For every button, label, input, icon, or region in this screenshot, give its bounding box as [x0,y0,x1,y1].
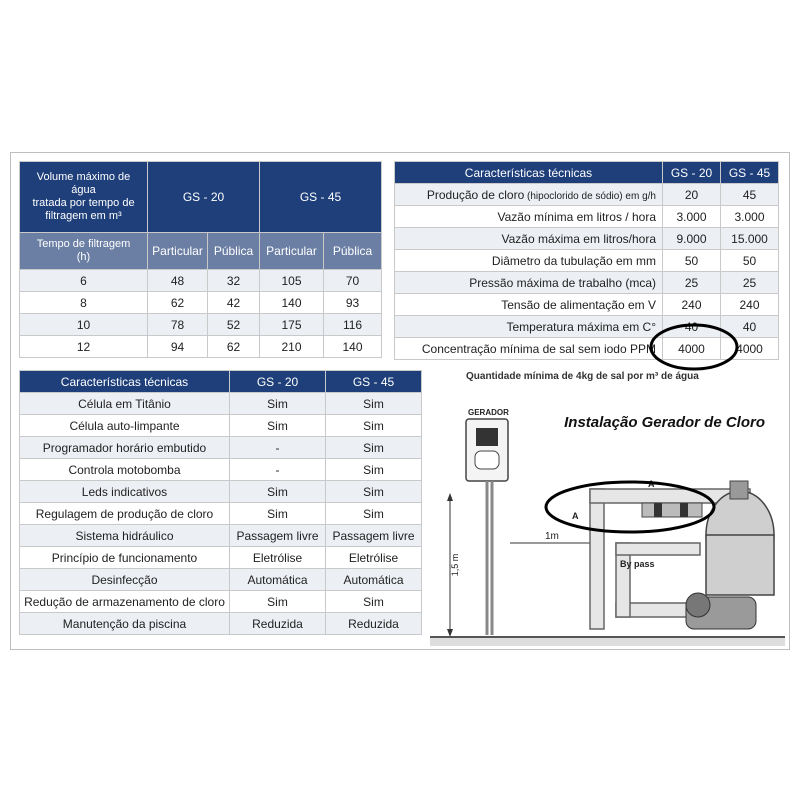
feature-label: Célula auto-limpante [20,415,230,437]
spec-value-gs45: 3.000 [721,206,779,228]
feature-value-gs20: Sim [230,393,326,415]
feature-row [20,437,422,459]
feature-value-gs45: Passagem livre [326,525,422,547]
features-table [19,370,422,635]
spec-label-detail: (hipoclorido de sódio) em g/h [524,190,656,202]
feature-row [20,459,422,481]
feature-value-gs45: Sim [326,591,422,613]
specs-title: Características técnicas [395,162,663,184]
filtration-hours-cell: 10 [20,314,148,336]
feature-row [20,569,422,591]
specs-gs20-header: GS - 20 [663,162,721,184]
feature-value-gs45: Automática [326,569,422,591]
feature-value-gs45: Sim [326,415,422,437]
feature-row [20,613,422,635]
gs20-header: GS - 20 [148,162,260,233]
feature-value-gs20: - [230,459,326,481]
filtration-volume-table [19,161,382,358]
feature-value-gs20: Reduzida [230,613,326,635]
sub-publica-gs20: Pública [208,233,260,270]
filtration-hours-cell: 8 [20,292,148,314]
feature-value-gs45: Sim [326,481,422,503]
spec-value-gs45: 50 [721,250,779,272]
spec-value-gs20: 50 [663,250,721,272]
spec-row [395,272,779,294]
spec-row [395,250,779,272]
volume-header: Volume máximo de água tratada por tempo de filtragem em m³ [20,162,148,233]
feature-value-gs45: Sim [326,437,422,459]
spec-value-gs20: 25 [663,272,721,294]
spec-label: Diâmetro da tubulação em mm [491,253,656,268]
valve-a-right: A [648,479,655,489]
spec-value-gs45: 25 [721,272,779,294]
feature-label: Célula em Titânio [20,393,230,415]
distance-dimension [510,531,598,543]
volume-cell: 62 [148,292,208,314]
spec-value-gs45: 4000 [721,338,779,360]
volume-cell: 140 [324,336,382,358]
volume-cell: 32 [208,270,260,292]
feature-value-gs45: Eletrólise [326,547,422,569]
feature-value-gs45: Reduzida [326,613,422,635]
spec-row [395,184,779,206]
spec-label: Pressão máxima de trabalho (mca) [469,275,656,290]
volume-cell: 93 [324,292,382,314]
feature-row [20,415,422,437]
height-label: 1,5 m [450,553,460,577]
features-gs45-header: GS - 45 [326,371,422,393]
sub-particular-gs45: Particular [260,233,324,270]
gs45-header: GS - 45 [260,162,382,233]
filtration-row [20,314,382,336]
feature-value-gs20: Passagem livre [230,525,326,547]
spec-value-gs20: 3.000 [663,206,721,228]
filtration-row [20,336,382,358]
annotation-circle-ppm [648,322,744,374]
chlorinator-cell [642,503,702,517]
volume-cell: 116 [324,314,382,336]
volume-cell: 52 [208,314,260,336]
feature-value-gs45: Sim [326,503,422,525]
volume-cell: 105 [260,270,324,292]
feature-value-gs20: Automática [230,569,326,591]
volume-cell: 42 [208,292,260,314]
feature-value-gs20: Sim [230,503,326,525]
feature-value-gs20: - [230,437,326,459]
feature-value-gs20: Sim [230,415,326,437]
feature-row [20,503,422,525]
feature-row [20,393,422,415]
spec-value-gs45: 240 [721,294,779,316]
feature-label: Sistema hidráulico [20,525,230,547]
spec-row [395,294,779,316]
spec-value-gs45: 45 [721,184,779,206]
feature-label: Manutenção da piscina [20,613,230,635]
volume-cell: 94 [148,336,208,358]
feature-value-gs20: Sim [230,591,326,613]
spec-label: Vazão máxima em litros/hora [501,231,656,246]
filtration-hours-cell: 12 [20,336,148,358]
features-gs20-header: GS - 20 [230,371,326,393]
volume-cell: 140 [260,292,324,314]
spec-label-cell [395,184,663,206]
filtration-row [20,292,382,314]
spec-value-gs20: 20 [663,184,721,206]
generator-unit-icon [466,419,508,635]
bypass-label: By pass [620,559,655,569]
spec-label-cell [395,206,663,228]
volume-cell: 175 [260,314,324,336]
feature-value-gs20: Sim [230,481,326,503]
salt-note: Quantidade mínima de 4kg de sal por m³ de água [466,371,699,382]
volume-cell: 210 [260,336,324,358]
gerador-label: GERADOR [468,408,509,417]
spec-label-cell [395,272,663,294]
spec-row [395,206,779,228]
installation-diagram [430,385,785,647]
height-dimension [447,493,460,637]
spec-label: Concentração mínima de sal sem iodo PPM [421,341,656,356]
sub-publica-gs45: Pública [324,233,382,270]
spec-value-gs20: 240 [663,294,721,316]
spec-label: Temperatura máxima em C° [506,319,656,334]
spec-label: Vazão mínima em litros / hora [497,209,656,224]
spec-label-cell [395,294,663,316]
spec-value-gs45: 40 [721,316,779,338]
spec-row [395,228,779,250]
features-title: Características técnicas [20,371,230,393]
volume-cell: 70 [324,270,382,292]
distance-label: 1m [545,531,559,542]
feature-row [20,547,422,569]
feature-value-gs20: Eletrólise [230,547,326,569]
sub-particular-gs20: Particular [148,233,208,270]
volume-cell: 78 [148,314,208,336]
feature-row [20,525,422,547]
spec-label: Tensão de alimentação em V [501,297,656,312]
feature-label: Regulagem de produção de cloro [20,503,230,525]
feature-label: Programador horário embutido [20,437,230,459]
spec-label-cell [395,316,663,338]
feature-value-gs45: Sim [326,459,422,481]
diagram-title: Instalação Gerador de Cloro [564,414,765,431]
spec-value-gs45: 15.000 [721,228,779,250]
specs-gs45-header: GS - 45 [721,162,779,184]
feature-label: Leds indicativos [20,481,230,503]
feature-label: Redução de armazenamento de cloro [20,591,230,613]
volume-cell: 62 [208,336,260,358]
feature-row [20,591,422,613]
feature-value-gs45: Sim [326,393,422,415]
feature-label: Desinfecção [20,569,230,591]
spec-value-gs20: 9.000 [663,228,721,250]
feature-label: Princípio de funcionamento [20,547,230,569]
spec-label-cell [395,250,663,272]
spec-label: Produção de cloro [426,187,525,202]
filtration-row [20,270,382,292]
spec-label-cell [395,228,663,250]
spec-value-gs20: 4000 [663,338,721,360]
valve-a-left: A [572,511,579,521]
feature-row [20,481,422,503]
volume-cell: 48 [148,270,208,292]
feature-label: Controla motobomba [20,459,230,481]
filtration-time-header: Tempo de filtragem (h) [20,233,148,270]
spec-value-gs20: 40 [663,316,721,338]
filtration-hours-cell: 6 [20,270,148,292]
pump-icon [686,593,756,629]
spec-label-cell [395,338,663,360]
